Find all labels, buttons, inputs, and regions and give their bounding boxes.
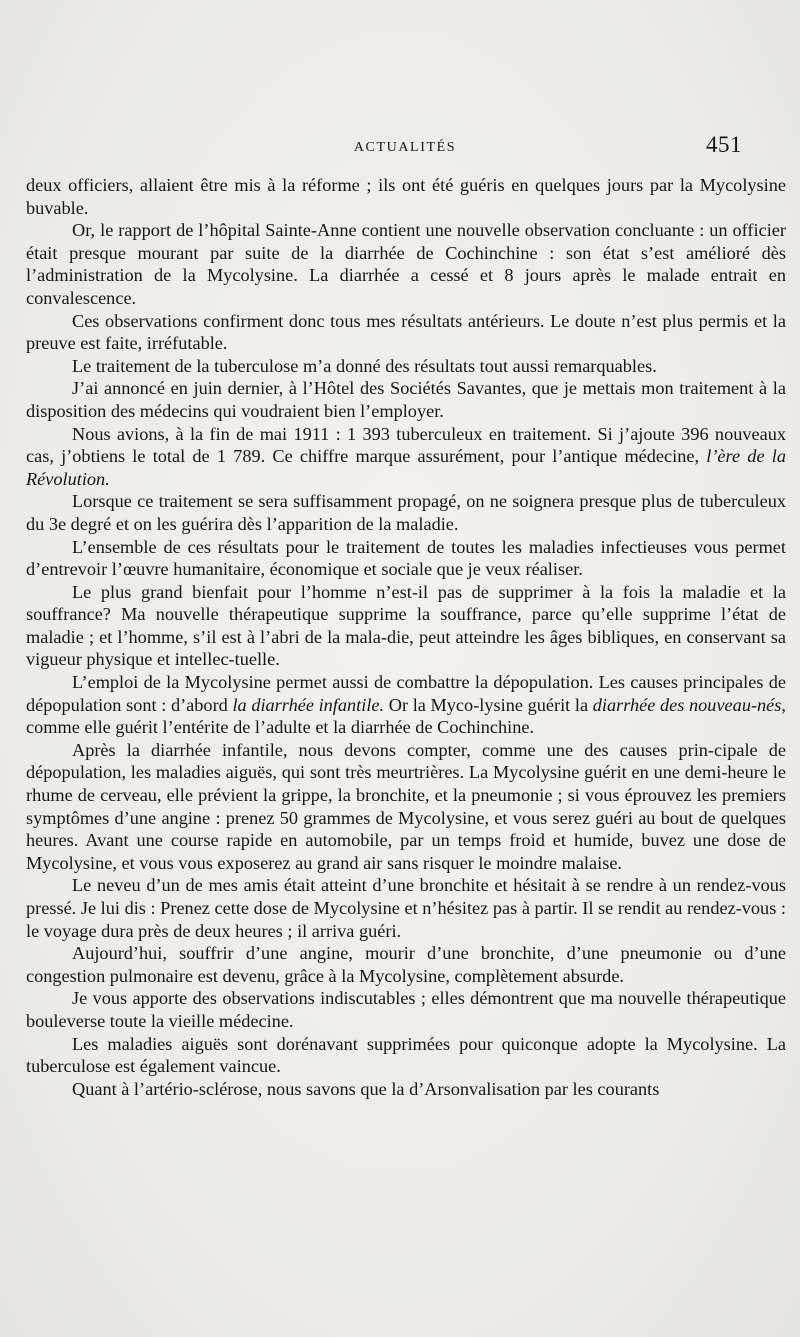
paragraph: [26, 671, 786, 739]
paragraph: Le plus grand bienfait pour l’homme n’est-il pas de supprimer à la fois la maladie et la souffrance? Ma nouvelle thérapeutique supprime la souffrance, parce qu’elle supprime l’état de maladie ; et l’homme, s’il est à l’abri de la mala-die, peut atteindre les âges bibliques, en conservant sa vigueur physique et intellec-tuelle.: [26, 581, 786, 670]
paragraph: Aujourd’hui, souffrir d’une angine, mourir d’une bronchite, d’une pneumonie ou d’une congestion pulmonaire est devenu, grâce à la Mycolysine, complètement absurde.: [26, 943, 786, 986]
page-number: 451: [706, 132, 742, 157]
paragraph: L’ensemble de ces résultats pour le traitement de toutes les maladies infectieuses vous permet d’entrevoir l’œuvre humanitaire, économique et sociale que je veux réaliser.: [26, 536, 786, 580]
running-head: [0, 132, 800, 164]
body-text: [26, 174, 786, 1100]
paragraph: Lorsque ce traitement se sera suffisamment propagé, on ne soignera presque plus de tuberculeux du 3e degré et on les guérira dès l’apparition de la maladie.: [26, 491, 786, 534]
paragraph-text: comme elle guérit l’entérite de l’adulte et la diarrhée de Cochinchine.: [26, 717, 535, 738]
paragraph: Or, le rapport de l’hôpital Sainte-Anne contient une nouvelle observation concluante : un officier était presque mourant par suite de la diarrhée de Cochinchine : son état s’est amélioré dès l’administration de la Mycolysine. La diarrhée a cessé et 8 jours après le malade entrait en convalescence.: [26, 220, 786, 308]
paragraph: Je vous apporte des observations indiscutables ; elles démontrent que ma nouvelle thérapeutique bouleverse toute la vieille médecine.: [26, 988, 786, 1031]
paragraph-text: Nous avions, à la fin de mai 1911 : 1 393 tuberculeux en traitement. Si j’ajoute 396 nouveaux cas, j’obtiens le total de 1 789. Ce chiffre marque assurément, pour l’antique médecine,: [26, 423, 786, 467]
paragraph: Après la diarrhée infantile, nous devons compter, comme une des causes prin-cipale de dépopulation, les maladies aiguës, qui sont très meurtrières. La Mycolysine guérit en une demi-heure le rhume de cerveau, elle prévient la grippe, la bronchite, et la pneumonie ; si vous éprouvez les premiers symptômes d’une angine : prenez 50 grammes de Mycolysine, et vous serez guéri au bout de quelques heures. Avant une course rapide en automobile, par un temps froid et humide, buvez une dose de Mycolysine, et vous vous exposerez au grand air sans risquer le moindre malaise.: [26, 739, 786, 873]
paragraph: Le traitement de la tuberculose m’a donné des résultats tout aussi remarquables.: [72, 355, 657, 376]
paragraph: [26, 423, 786, 491]
running-title: ACTUALITÉS: [353, 140, 457, 155]
italic-phrase: l’ère de la Révolution.: [26, 446, 786, 489]
paragraph: Le neveu d’un de mes amis était atteint d’une bronchite et hésitait à se rendre à un rendez-vous pressé. Je lui dis : Prenez cette dose de Mycolysine et n’hésitez pas à partir. Il se rendit au rendez-vous : le voyage dura près de deux heures ; il arriva guéri.: [26, 875, 786, 941]
paragraph: Les maladies aiguës sont dorénavant supprimées pour quiconque adopte la Mycolysine. La tuberculose est également vaincue.: [26, 1033, 786, 1077]
paragraph-text: Or la Myco-lysine guérit la: [388, 694, 589, 715]
italic-phrase: la diarrhée infantile.: [232, 694, 385, 715]
paragraph: J’ai annoncé en juin dernier, à l’Hôtel des Sociétés Savantes, que je mettais mon traitement à la disposition des médecins qui voudraient bien l’employer.: [26, 378, 786, 421]
paragraph: Quant à l’artério-sclérose, nous savons que la d’Arsonvalisation par les courants: [72, 1078, 660, 1099]
paragraph: deux officiers, allaient être mis à la réforme ; ils ont été guéris en quelques jours par la Mycolysine buvable.: [26, 175, 786, 218]
paragraph-text: L’emploi de la Mycolysine permet aussi de combattre la dépopulation. Les causes principales de dépopulation sont : d’abord: [26, 672, 786, 715]
italic-phrase: diarrhée des nouveau-nés,: [592, 694, 786, 715]
paragraph: Ces observations confirment donc tous mes résultats antérieurs. Le doute n’est plus permis et la preuve est faite, irréfutable.: [26, 310, 786, 354]
